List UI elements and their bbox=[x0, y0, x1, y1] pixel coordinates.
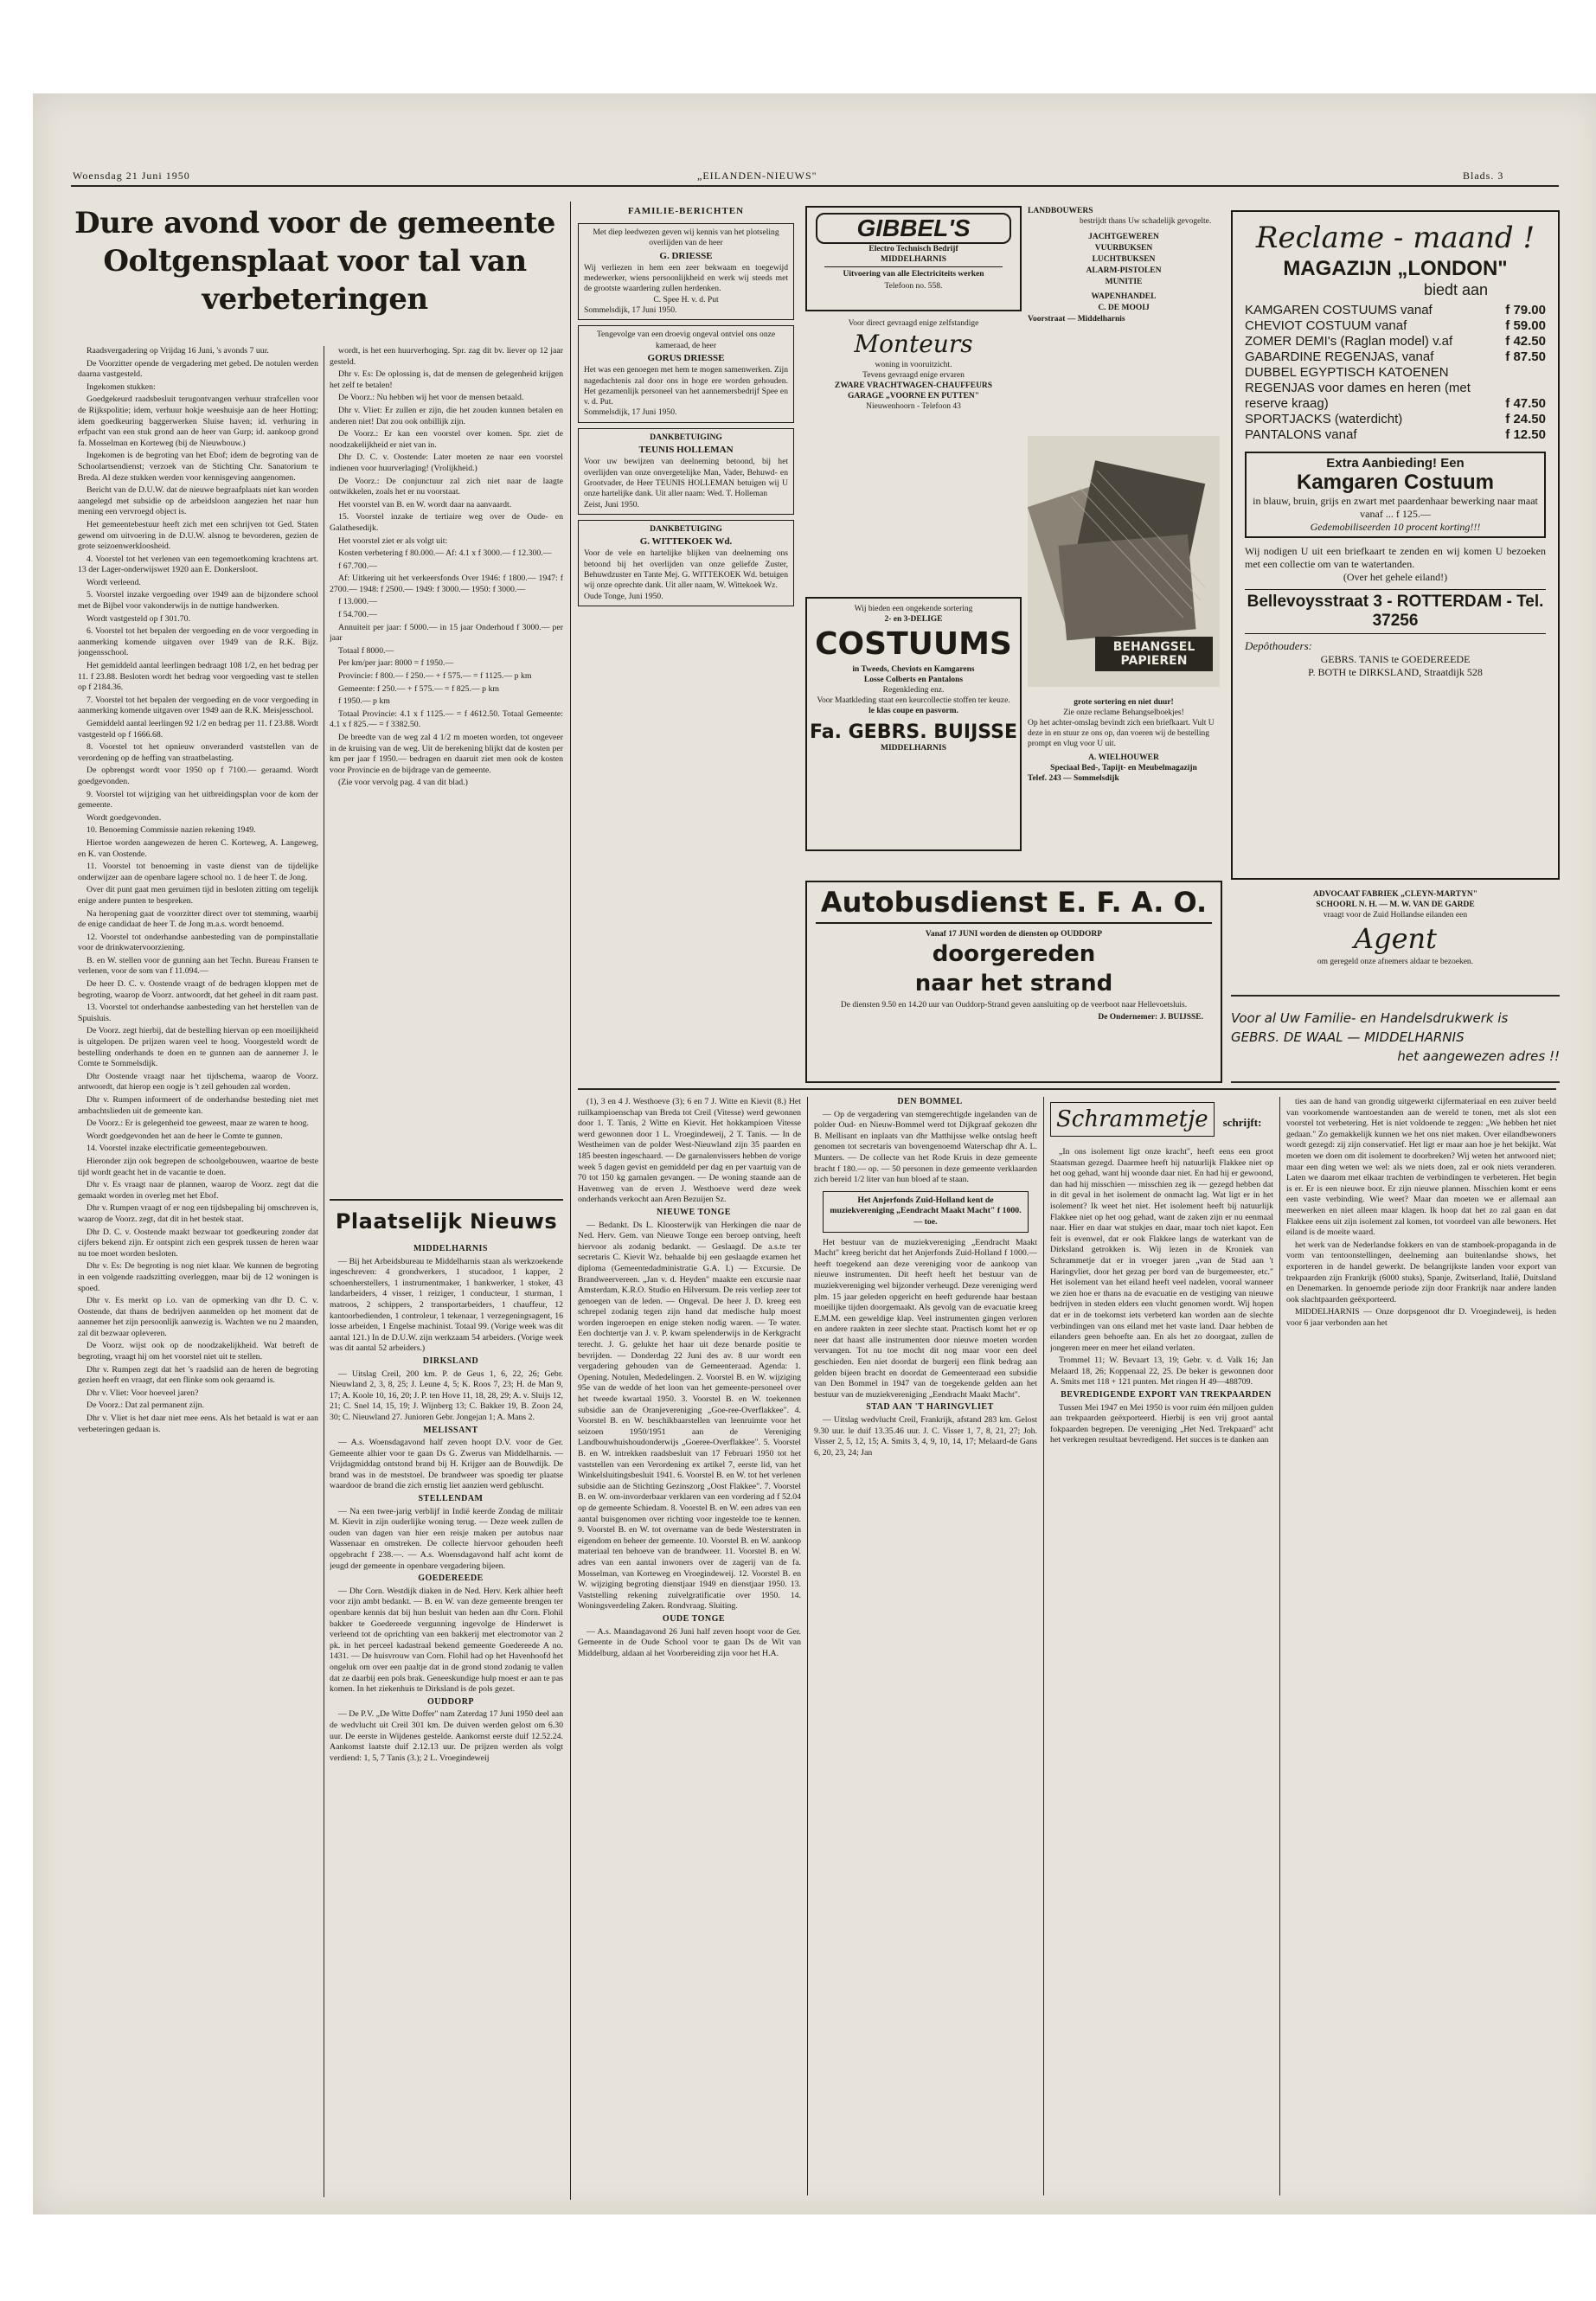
price-row bbox=[1245, 412, 1546, 427]
news-paragraph: — A.s. Maandagavond 26 Juni half zeven hoopt voor de Ger. Gemeente in de Oude School voor te gaan Ds de Wit van Middelburg, aldaan al het Voorbereiding zijn voor het H.A. bbox=[578, 1626, 801, 1658]
lead-article-column-1 bbox=[78, 346, 318, 2197]
ad-costuums bbox=[805, 597, 1022, 851]
ad-text: MIDDELHARNIS bbox=[880, 744, 946, 753]
ad-text: ADVOCAAT FABRIEK „CLEYN-MARTYN" bbox=[1312, 890, 1477, 899]
article-paragraph: Dhr v. Es merkt op i.o. van de opmerking van dhr D. C. v. Oostende, dat thans de bedrijven aanmelden op het moment dat de aannemer het zijn persoonlijk aanwezig is. Wachten we nu 2 maanden, zal dit bezwaar opleveren. bbox=[78, 1296, 318, 1338]
article-paragraph: Wordt vastgesteld op f 301.70. bbox=[87, 613, 191, 624]
article-paragraph: De Voorz.: De conjunctuur zal zich niet naar de laagte ontwikkelen, zoals het er nu voorstaat. bbox=[330, 476, 563, 497]
news-paragraph: Trommel 11; W. Bevaart 13, 19; Gebr. v. d. Valk 16; Jan Melaard 18, 26; Koppenaal 22, 25. De beker is gewonnen door A. Smits met 118 + 121 punten. Met ringen H 49—488709. bbox=[1050, 1356, 1273, 1388]
article-paragraph: Gemeente: f 250.— + f 575.— = f 825.— p km bbox=[338, 683, 500, 694]
column-paragraph: „In ons isolement ligt onze kracht", heeft eens een groot Staatsman gezegd. Daarmee heeft hij natuurlijk Flakkee niet op het oog gehad, want hij woonde daar niet. En had hij er gewoond, dan had hij misschien — misschien zeg ik — gezegd hebben dat in dit geval in het isolement de onmacht lag. Wat ligt er in het isolement? Ik weet het niet. Het isolement heeft bij natuurlijk Flakkee niet op het oog gehad, want de zaken zijn er nu eenmaal naar. Hier en daar wat stukjes en daar, maar toch niet kapot. Een feit is evenwel, dat er ook Flakkee langs de waterkant van de Dirksland getrokken is. Wij lezen in de Kroniek van Schrammetje dat er in vroeger jaren „van de Stad aan 't Haringvliet, door het gezag per bord van de burgemeester, etc." Het isolement van het eiland heeft veel nadelen, vooral wanneer we zien hoe er thans na de evacuatie en de vestiging van nieuwe bedrijven in steden elders een vlucht genomen wordt. Wij hopen dat er in de toekomst iets verbeterd kan worden aan de slechte verbindingen van ons eiland met het vaste land. Daar hebben de eilanders geen behoefte aan. En als het zo doorgaat, zullen de jongeren meer en meer het eiland verlaten. bbox=[1050, 1147, 1273, 1353]
local-news-column bbox=[330, 1244, 563, 2195]
ad-text: MIDDELHARNIS bbox=[880, 255, 946, 264]
efao-headline: Autobusdienst E. F. A. O. bbox=[816, 882, 1212, 924]
headline-line-1: Dure avond voor de gemeente bbox=[74, 206, 555, 240]
ad-text: Tevens gevraagd enige ervaren bbox=[862, 371, 965, 380]
ad-text: De diensten 9.50 en 14.20 uur van Ouddorp-Strand geven aansluiting op de veerboot naar Hellevoetsluis. bbox=[840, 1001, 1188, 1009]
local-news-paragraph: — Dhr Corn. Westdijk diaken in de Ned. Herv. Kerk alhier heeft voor zijn ambt bedankt. — B. en W. van deze gemeente brengen ter openbare kennis dat bij hun besluit van heden aan dhr Corn. Flohil bakker te Goedereede vergunning ingevolge de Hinderwet is verleend tot de oprichting van een bakkerij met electromotor van 2 pk. in het perceel kadastraal bekend gemeente Goedereede A no. 1431. — De huisvrouw van Corn. Flohil had op het Havenhoofd het ongeluk om over een paaltje dat in de grond stond zodanig te vallen dat ze daarbij een pols brak. Geneeskundige hulp moest er aan te pas komen. In het ziekenhuis te Dirksland is de pols gezet. bbox=[330, 1586, 563, 1695]
price-row bbox=[1245, 334, 1546, 349]
article-paragraph: De Voorzitter opende de vergadering met gebed. De notulen werden daarna vastgesteld. bbox=[78, 358, 318, 380]
article-paragraph: f 1950.— p km bbox=[338, 696, 390, 707]
ad-text: Voor Maatkleding staat een keurcollectie stoffen ter keuze. bbox=[817, 696, 1010, 705]
ad-text: JACHTGEWEREN bbox=[1088, 233, 1159, 241]
ad-text: le klas coupe en pasvorm. bbox=[869, 707, 958, 715]
ad-text: VUURBUKSEN bbox=[1094, 244, 1153, 253]
article-paragraph: f 67.700.— bbox=[338, 561, 377, 571]
ad-london bbox=[1231, 210, 1560, 880]
ad-agent bbox=[1231, 889, 1560, 967]
notice-name: GORUS DRIESSE bbox=[647, 352, 725, 363]
notice-signature: C. Spee H. v. d. Put bbox=[653, 294, 719, 304]
notice-place: Sommelsdijk, 17 Juni 1950. bbox=[584, 407, 677, 418]
article-paragraph: Wordt goedgevonden het aan de heer le Comte te gunnen. bbox=[87, 1131, 283, 1141]
ad-text: woning in vooruitzicht. bbox=[875, 361, 952, 369]
page-number: Blads. 3 bbox=[1463, 170, 1504, 182]
ad-text: Regenkleding enz. bbox=[882, 686, 945, 695]
family-notice bbox=[578, 520, 794, 606]
ad-text: LUCHTBUKSEN bbox=[1092, 255, 1156, 264]
notice-body: Wij verliezen in hem een zeer bekwaam en toegewijd medewerker, wiens persoonlijkheid en werk wij steeds met de grootste waardering zullen herdenken. bbox=[584, 262, 788, 294]
price-value: f 12.50 bbox=[1505, 427, 1546, 442]
news-paragraph: (1), 3 en 4 J. Westhoeve (3); 6 en 7 J. Witte en Kievit (8.) Het ruilkampioenschap van Breda tot Creil (Vitesse) werd gewonnen door 1. T. Tanis, 2 Witte en Kievit. Het hokkampioen Vitesse werd gewonnen door 1 L. Vroegindeweij, 2 T. Tanis. — In de Westheimen van de polder West-Nieuwland zijn 35 paarden en 185 beesten ingeschaard. — De garnalenvissers hebben de vorige week 5 dagen gevist en gemiddeld per dag en per vaartuig van de 70 tot 150 kg garnalen gevangen. — De woning staande aan de Havenweg van de erven J. Westhoeve werd deze week onderhands verkocht aan Aren Bezuijen Sz. bbox=[578, 1097, 801, 1205]
article-paragraph: Wordt goedgevonden. bbox=[87, 812, 162, 823]
reclame-maand-title: Reclame - maand ! bbox=[1255, 221, 1535, 255]
article-paragraph: Het gemeentebestuur heeft zich met een schrijven tot Ged. Staten gewend om uitvoering in de D.U.W. alsnog te bevorderen, gezien de grote seizoenwerkloosheid. bbox=[78, 519, 318, 552]
ad-text: Voor direct gevraagd enige zelfstandige bbox=[848, 319, 979, 328]
news-heading: STAD AAN 'T HARINGVLIET bbox=[866, 1402, 994, 1413]
ad-text: in Tweeds, Cheviots en Kamgarens bbox=[852, 665, 975, 674]
article-paragraph: Over dit punt gaat men geruimen tijd in besloten zitting om tegelijk enige andere punten te bespreken. bbox=[78, 885, 318, 906]
article-paragraph: Dhr v. Vliet: Voor hoeveel jaren? bbox=[87, 1388, 199, 1398]
ad-rule bbox=[1231, 1081, 1560, 1083]
news-heading: OUDE TONGE bbox=[662, 1613, 726, 1624]
price-row bbox=[1245, 303, 1546, 318]
article-paragraph: Totaal f 8000.— bbox=[338, 645, 394, 656]
news-paragraph: MIDDELHARNIS — Onze dorpsgenoot dhr D. Vroegindeweij, is heden voor 6 jaar verbonden aan het bbox=[1286, 1307, 1556, 1328]
magazijn-london: MAGAZIJN „LONDON" bbox=[1283, 257, 1508, 280]
article-paragraph: Dhr D. C. v. Oostende maakt bezwaar tot goedkeuring zonder dat cijfers bekend zijn. Er ontspint zich een gesprek tussen de heren waar nu toe moet worden besloten. bbox=[78, 1227, 318, 1259]
notice-intro: Met diep leedwezen geven wij kennis van het plotseling overlijden van de heer bbox=[593, 228, 779, 248]
anjerfonds-box: Het Anjerfonds Zuid-Holland kent de muziekvereniging „Eendracht Maakt Macht" f 1000.— toe. bbox=[823, 1191, 1029, 1233]
news-heading: DEN BOMMEL bbox=[897, 1097, 963, 1106]
notice-intro: DANKBETUIGING bbox=[650, 432, 722, 442]
ad-text: GEBRS. TANIS te GOEDEREEDE bbox=[1320, 653, 1471, 665]
ad-text: vraagt voor de Zuid Hollandse eilanden een bbox=[1323, 911, 1468, 920]
article-paragraph: Dhr v. Rumpen informeert of de onderhandse besteding niet met ambachtslieden uit de gemeente kan. bbox=[78, 1095, 318, 1116]
ad-text: Zie onze reclame Behangselboekjes! bbox=[1063, 708, 1184, 717]
price-value: f 59.00 bbox=[1505, 318, 1546, 333]
price-item: GABARDINE REGENJAS, vanaf bbox=[1245, 349, 1434, 364]
family-notice bbox=[578, 223, 794, 320]
local-news-paragraph: — De P.V. „De Witte Doffer" nam Zaterdag 17 Juni 1950 deel aan de wedvlucht uit Creil 301 km. De duiven werden gelost om 6.30 uur. De eerste in Wijdenes gestelde. Aankomst eerste duif 12.52.24. Aankomst laatste duif 2.12.13 uur. De prijzen werden als volgt verdiend: 1, 5, 7 Tanis (3.); 2 L. Vroegindeweij bbox=[330, 1709, 563, 1763]
article-paragraph: Dhr v. Rumpen zegt dat het 's raadslid aan de heren de begroting gezien heeft en vraagt, dat een flinke som ook geraamd is. bbox=[78, 1364, 318, 1386]
article-paragraph: De opbrengst wordt voor 1950 op f 7100.— geraamd. Wordt goedgevonden. bbox=[78, 766, 318, 786]
article-paragraph: De Voorz.: Dat zal permanent zijn. bbox=[87, 1400, 204, 1411]
ad-text: Bellevoysstraat 3 - ROTTERDAM - Tel. 37256 bbox=[1245, 589, 1546, 634]
article-paragraph: (Zie voor vervolg pag. 4 van dit blad.) bbox=[338, 778, 468, 788]
schrammetje-label: schrijft: bbox=[1222, 1116, 1262, 1130]
price-value: f 24.50 bbox=[1505, 412, 1546, 426]
article-paragraph: Dhr v. Rumpen vraagt of er nog een tijdsbepaling bij omschreven is, waarop de Voorz. zegt, dat dit in het bestek staat. bbox=[78, 1203, 318, 1224]
ad-title: LANDBOUWERS bbox=[1028, 207, 1093, 215]
article-paragraph: wordt, is het een huurverhoging. Spr. zag dit bv. liever op 12 jaar gesteld. bbox=[330, 346, 563, 367]
buijsse-brand: Fa. GEBRS. BUIJSSE bbox=[810, 721, 1017, 743]
ad-text: Gedemobiliseerden 10 procent korting!!! bbox=[1310, 521, 1481, 533]
article-paragraph: De Voorz. zegt hierbij, dat de bestelling hiervan op een moeilijkheid is uitgelopen. De prijzen waren veel te hoog. Voorgesteld wordt de bestelling onderhands te doen en te gunnen aan de aannemer J. le Comte te Sommelsdijk. bbox=[78, 1026, 318, 1069]
notice-name: G. DRIESSE bbox=[659, 250, 713, 261]
article-paragraph: Dhr D. C. v. Oostende: Later moeten ze naar een voorstel indienen voor huurverlaging! (Vrolijkheid.) bbox=[330, 452, 563, 473]
ad-de-waal bbox=[1231, 1009, 1560, 1066]
local-news-heading: OUDDORP bbox=[426, 1696, 475, 1707]
article-paragraph: Gemiddeld aantal leerlingen 92 1/2 en bedrag per 11. f 23.88. Wordt vastgesteld op f 1666.68. bbox=[78, 719, 318, 740]
price-item: ZOMER DEMI's (Raglan model) v.af bbox=[1245, 334, 1453, 349]
notice-place: Oude Tonge, Juni 1950. bbox=[584, 591, 663, 601]
ad-rule bbox=[1231, 995, 1560, 997]
article-paragraph: 14. Voorstel inzake electrificatie gemeentegebouwen. bbox=[87, 1144, 268, 1154]
ad-text: WAPENHANDEL bbox=[1091, 292, 1157, 301]
lead-headline bbox=[73, 204, 557, 318]
news-paragraph: het werk van de Nederlandse fokkers en van de stamboek-propaganda in de vorm van tentoonstellingen, deelneming aan buitenlandse shows, het exporteren in de handel gewerkt. De belangrijkste landen voor export van trekpaarden zijn Frankrijk (6000 stuks), Spanje, Zwitserland, Italië, Duitsland en Denemarken. In genoemde periode zijn door Frankrijk naar andere landen ook slachtpaarden geëxporteerd. bbox=[1286, 1240, 1556, 1304]
notice-intro: Tengevolge van een droevig ongeval ontviel ons onze kameraad, de heer bbox=[596, 330, 776, 350]
price-item: KAMGAREN COSTUUMS vanaf bbox=[1245, 303, 1433, 317]
ad-text: Voor al Uw Familie- en Handelsdrukwerk is bbox=[1231, 1010, 1509, 1026]
ad-gibbels bbox=[805, 206, 1022, 311]
news-heading: NIEUWE TONGE bbox=[657, 1207, 731, 1217]
bottom-column-1 bbox=[578, 1097, 801, 2195]
article-paragraph: Dhr v. Es: De begroting is nog niet klaar. We kunnen de begroting in een volgende raadszitting overleggen, maar bij de 12 woningen is spoed. bbox=[78, 1261, 318, 1293]
price-value: f 79.00 bbox=[1505, 303, 1546, 317]
headline-line-2: Ooltgensplaat voor tal van bbox=[103, 244, 527, 279]
article-paragraph: Dhr v. Es vraagt naar de plannen, waarop de Voorz. zegt dat die gemaakt worden in overleg met het Ebof. bbox=[78, 1180, 318, 1201]
column-rule bbox=[1043, 1097, 1044, 2195]
ad-text: Telef. 243 — Sommelsdijk bbox=[1028, 774, 1119, 783]
article-paragraph: B. en W. stellen voor de gunning aan het Techn. Bureau Fransen te verlenen, voor de som van f 11.094.— bbox=[78, 955, 318, 977]
article-paragraph: 12. Voorstel tot onderhandse aanbesteding van de pompinstallatie voor de drinkwatervoorziening. bbox=[78, 932, 318, 953]
notice-intro: DANKBETUIGING bbox=[650, 523, 722, 534]
ad-text: Nieuwenhoorn - Telefoon 43 bbox=[866, 402, 961, 411]
family-notice bbox=[578, 325, 794, 422]
news-paragraph: — Bedankt. Ds L. Kloosterwijk van Herkingen die naar de Ned. Herv. Gem. van Nieuwe Tonge een beroep ontving, heeft hiervoor als zodanig bedankt. — Geslaagd. De a.s.te ter secretaris C. Kievit Wz. behaalde bij een geslaagde examen het diploma (Gemeentedadministratie G.A. I.) — Excursie. De Brandweervereen. „Jan v. d. Heyden" maakte een excursie naar Amsterdam, K.R.O. Studio en Hilversum. De reis verliep zeer tot genoegen van de leden. — Ongeval. De heer J. D. kreeg een schrepel zodanig tegen zijn hand dat medische hulp moest worden ingeroepen en enige steken nodig waren. — Te water. Een dochtertje van J. v. P. kwam spelenderwijs in de Kerkgracht terecht. J. G. gelukte het haar uit deze benarde positie te bevrijden. — Donderdag 22 Juni des av. 8 uur wordt een vergadering gehouden van de Gemeenteraad. Agenda: 1. Opening. Notulen, Mededelingen. 2. Voorstel B. en W. wijziging 95e van de wedde of het loon van het gemeente-personeel over het tweede kwartaal 1950. 3. Voorstel B. en W. toekennen subsidie aan de Oranjevereniging „Goe-ree-Overflakkee". 4. Voorstel B. en W. beschikbaarstellen van leenruimte voor het seizoen 1950/1951 aan de Vereniging Landbouwhuishoudonderwijs „Goeree-Overflakkee". 5. Voorstel B. en W. intrekken raadsbesluit van 17 Februari 1950 tot het vaststellen van een Verordening ex artikel 7, eerste lid, van het Winkelsluitingsbesluit 1941. 6. Voorstel B. en W. tot het verlenen subsidie aan de Stichting Gezinszorg „Oost Flakkee". 7. Voorstel B. en W. om-invorderbaar verklaren van een vordering ad f 52.04 op de gemeente Schiedam. 8. Voorstel B. en W. een adres van een aantal buisgenomen over richting voor ingestelde toe te kennen. 9. Voorstel B. en W. tot overname van de bede Westerstraten in eigendom en beheer der gemeente. 10. Voorstel B. en W. aankoop materiaal ten behoeve van de brandweer. 11. Voorstel B. en W. adres van een aantal inwoners over de zagerij van de fa. Mosselman, van Korteweg en Vroegindeweij. 12. Voorstel B. en W. wijziging begroting dienstjaar 1949 en dienstjaar 1950. 13. Vaststelling rekening zuivelgratificatie over 1950. 14. Woningsverdeling Zaken. Rondvraag. Sluiting. bbox=[578, 1220, 801, 1612]
article-paragraph: Hiertoe worden aangewezen de heren C. Korteweg, A. Langeweg, en K. van Oostende. bbox=[78, 837, 318, 859]
ad-text: MUNITIE bbox=[1105, 278, 1143, 286]
bottom-column-4 bbox=[1286, 1097, 1556, 2195]
price-list bbox=[1245, 303, 1546, 443]
ad-text: Wij nodigen U uit een briefkaart te zenden en wij komen U bezoeken met een collectie om van te watertanden. bbox=[1245, 545, 1546, 570]
local-news-heading: MELISSANT bbox=[423, 1425, 478, 1435]
ad-text: naar het strand bbox=[914, 971, 1113, 997]
price-value: f 87.50 bbox=[1505, 349, 1546, 364]
local-news-title: Plaatselijk Nieuws bbox=[335, 1209, 558, 1234]
article-paragraph: Dhr v. Vliet: Er zullen er zijn, die het zouden kunnen betalen en anderen niet! Dat zou ook onbillijk zijn. bbox=[330, 405, 563, 426]
ad-text: Speciaal Bed-, Tapijt- en Meubelmagazijn bbox=[1050, 764, 1197, 772]
local-news-heading: GOEDEREEDE bbox=[418, 1574, 484, 1584]
column-rule bbox=[807, 1097, 808, 2195]
ad-text: Uitvoering van alle Electriciteits werken bbox=[824, 266, 1003, 279]
article-paragraph: Dhr v. Vliet is het daar niet mee eens. Als het betaald is wat er aan verbeteringen gedaan is. bbox=[78, 1413, 318, 1434]
article-paragraph: Het voorstel ziet er als volgt uit: bbox=[338, 535, 448, 546]
ad-text: GEBRS. DE WAAL — MIDDELHARNIS bbox=[1231, 1029, 1465, 1045]
ad-text: Kamgaren Costuum bbox=[1296, 471, 1495, 494]
column-rule bbox=[570, 202, 571, 2200]
ad-text: Vanaf 17 JUNI worden de diensten op OUDDORP bbox=[925, 930, 1103, 939]
newspaper-name: „EILANDEN-NIEUWS" bbox=[697, 170, 817, 182]
article-paragraph: 4. Voorstel tot het verlenen van een tegemoetkoming krachtens art. 13 der Lager-onderwijswet 1920 aan E. Donkersloot. bbox=[78, 554, 318, 575]
ad-text: SCHOORL N. H. — M. W. VAN DE GARDE bbox=[1316, 901, 1475, 909]
notice-name: TEUNIS HOLLEMAN bbox=[638, 445, 734, 456]
news-paragraph: — Op de vergadering van stemgerechtigde ingelanden van de polder Oud- en Nieuw-Bommel werd tot Dijkgraaf gekozen dhr B. Mellisant en inplaats van dhr Matthijsse welke ontslag heeft genomen tot secretaris van bovengenoemd Waterschap dhr A. L. Munters. — De collecte van het Rode Kruis in deze gemeente bracht f 180.— op. — 50 personen in deze gemeente verklaarden zich bereid 1/2 liter van hun bloed af te staan. bbox=[814, 1109, 1037, 1185]
ad-text: A. WIELHOUWER bbox=[1088, 753, 1159, 762]
article-paragraph: Goedgekeurd raadsbesluit terugontvangen verhuur strafcellen voor de Rijkspolitie; idem, verhuur hokje weeshuisje aan de heer Hotting; idem goedkeuring baggerwerken Sluise haven; id. verhuring in erfpacht van een stuk grond aan de heer van Gurp; id. aankoop grond fa. Mosselman en Korteweg (bij de Nieuwbouw.) bbox=[78, 394, 318, 448]
article-paragraph: f 54.700.— bbox=[338, 610, 377, 620]
article-paragraph: De heer D. C. v. Oostende vraagt of de bedragen kloppen met de begroting, waarop de Voorz. antwoordt, dat het geheel in dit raam past. bbox=[78, 979, 318, 1000]
news-paragraph: Tussen Mei 1947 en Mei 1950 is voor ruim één miljoen gulden aan trekpaarden geëxporteerd. Hierbij is een vrij groot aantal fokpaarden begrepen. De vereniging „Het Ned. Trekpaard" acht het verkregen resultaat bevredigend. Het succes is te danken aan bbox=[1050, 1402, 1273, 1445]
ad-text: Op het achter-omslag bevindt zich een briefkaart. Vult U deze in en stuur ze ons op, dan voeren wij de bestelling prompt en vlug voor U uit. bbox=[1028, 719, 1215, 748]
ad-text: (Over het gehele eiland!) bbox=[1343, 571, 1448, 583]
notice-place: Zeist, Juni 1950. bbox=[584, 499, 639, 510]
family-notices-title: FAMILIE-BERICHTEN bbox=[627, 206, 745, 216]
local-news-paragraph: — A.s. Woensdagavond half zeven hoopt D.V. voor de Ger. Gemeente alhier voor te gaan Ds G. Zwerus van Middelharnis. — Vrijdagmiddag ontstond brand bij H. Krijger aan de Bouwdijk. De brand was in de meststoel. De brandweer was spoedig ter plaatse waardoor de brand die zich ernstig liet aanzien werd gebluscht. bbox=[330, 1438, 563, 1491]
ad-text: Losse Colberts en Pantalons bbox=[863, 676, 964, 684]
gibbels-logo: GIBBEL'S bbox=[816, 213, 1011, 244]
price-item: DUBBEL EGYPTISCH KATOENEN REGENJAS voor dames en heren (met reserve kraag) bbox=[1245, 365, 1471, 411]
article-paragraph: Annuiteit per jaar: f 5000.— in 15 jaar Onderhoud f 3000.— per jaar bbox=[330, 622, 563, 644]
schrammetje-header bbox=[1050, 1102, 1273, 1142]
price-row bbox=[1245, 365, 1546, 412]
article-paragraph: Het voorstel van B. en W. wordt daar na aanvaardt. bbox=[338, 499, 512, 510]
article-paragraph: Dhr v. Es: De oplossing is, dat de mensen de gelegenheid krijgen het zelf te betalen! bbox=[330, 369, 563, 390]
article-paragraph: De breedte van de weg zal 4 1/2 m moeten worden, tot ongeveer in de kruising van de weg. Uit de berekening blijkt dat de kosten per km per jaar f 1950.— bedragen en daaruit ziet men ook de kosten voor Provincie en de bijdrage van de gemeente. bbox=[330, 733, 563, 775]
behangsel-sign: BEHANGSEL PAPIEREN bbox=[1095, 637, 1213, 671]
article-paragraph: Totaal Provincie: 4.1 x f 1125.— = f 4612.50. Totaal Gemeente: 4.1 x f 825.— = f 3382.50. bbox=[330, 708, 563, 730]
ad-text: om geregeld onze afnemers aldaar te bezoeken. bbox=[1317, 958, 1474, 966]
ad-text: Extra Aanbieding! Een bbox=[1326, 456, 1465, 471]
bottom-column-3 bbox=[1050, 1147, 1273, 2195]
notice-body: Voor uw bewijzen van deelneming betoond, bij het overlijden van onze onvergetelijke Man, Vader, Behuwd- en Grootvader, de Heer TEUNIS HOLLEMAN betuigen wij U onze hartelijke dank. Uit aller naam: Wed. T. Holleman bbox=[584, 457, 788, 499]
section-rule bbox=[578, 1088, 1556, 1090]
local-news-paragraph: — Uitslag Creil, 200 km. P. de Geus 1, 6, 22, 26; Gebr. Nieuwland 2, 3, 8, 25; J. Leune 4, 5; K. Roos 7, 23; H. de Man 9, 17; A. Koole 10, 16, 20; J. P. ten Hove 11, 18, 28, 29; A. v. Sluijs 12, 21; C. Snel 14, 15, 19; J. Wijnberg 13; C. Bakker 19, B. Zoon 24, 30; C. Nieuwland 27. Junioren Gebr. Jongejan 1; A. Mans 2. bbox=[330, 1368, 563, 1422]
article-paragraph: Per km/per jaar: 8000 = f 1950.— bbox=[338, 658, 454, 669]
article-paragraph: 15. Voorstel inzake de tertiaire weg over de Oude- en Galathesedijk. bbox=[330, 512, 563, 533]
ad-text: doorgereden bbox=[932, 941, 1096, 967]
local-news-heading: MIDDELHARNIS bbox=[413, 1244, 488, 1253]
price-row bbox=[1245, 318, 1546, 334]
local-news-paragraph: — Na een twee-jarig verblijf in Indië keerde Zondag de militair M. Kievit in zijn ouderlijke woning terug. — Deze week zullen de ouden van dagen van hier een reisje maken per autobus naar Wassenaar en omstreken. De collecte hiervoor gehouden heeft opgebracht f 238.—. — A.s. Woensdagavond half acht komt de jeugd der gemeente in openbare vergadering bijeen. bbox=[330, 1506, 563, 1571]
local-news-paragraph: — Bij het Arbeidsbureau te Middelharnis staan als werkzoekende ingeschreven: 4 grondwerkers, 1 stucadoor, 1 kapper, 2 schoenherstellers, 1 instrumentmaker, 1 bankwerker, 1 stoker, 43 landarbeiders, 4 visser, 1 reiziger, 1 conducteur, 1 sturman, 1 matroos, 2 schippers, 2 transportarbeiders, 1 chauffeur, 12 kantoorbedienden, 1 controleur, 1 tekenaar, 1 verzegeningsagent, 16 losse arbeiden, 1 Engelse machinist. Totaal 99. (Vorige week was dit aantal 121.) In de D.U.W. zijn werkzaam 54 arbeiders. (Vorige week was dit aantal 52 arbeiders.) bbox=[330, 1256, 563, 1354]
notice-body: Voor de vele en hartelijke blijken van deelneming ons betoond bij het overlijden van onze geliefde Zuster, Behuwdzuster en Tante Mej. G. WITTEKOEK Wd. betuigen wij onze oprechte dank. Uit aller naam, W. Wittekoek Wz. bbox=[584, 548, 788, 591]
ad-text: bestrijdt thans Uw schadelijk gevogelte. bbox=[1080, 217, 1212, 226]
ad-landbouwers bbox=[1028, 206, 1220, 324]
schrammetje-logo: Schrammetje bbox=[1050, 1102, 1215, 1137]
ad-text: 2- en 3-DELIGE bbox=[884, 615, 943, 624]
monteurs-headline: Monteurs bbox=[854, 330, 973, 358]
article-paragraph: De Voorz.: Nu hebben wij het voor de mensen betaald. bbox=[338, 393, 524, 403]
ad-wielhouwer bbox=[1028, 697, 1220, 784]
news-paragraph: — Uitslag wedvlucht Creil, Frankrijk, afstand 283 km. Gelost 9.30 uur. le duif 13.35.46 uur. J. C. Visser 1, 7, 8, 21, 27; Joh. Visser 2, 5, 12, 15; A. Smits 3, 4, 9, 10, 14, 17; Melaard-de Gans 6, 20, 23, 24; Jan bbox=[814, 1415, 1037, 1458]
article-paragraph: f 13.000.— bbox=[338, 597, 377, 607]
family-notice bbox=[578, 428, 794, 515]
price-row bbox=[1245, 349, 1546, 365]
article-paragraph: De Voorz.: Er kan een voorstel over komen. Spr. ziet de noodzakelijkheid er niet van in. bbox=[330, 429, 563, 450]
price-item: PANTALONS vanaf bbox=[1245, 427, 1357, 442]
price-item: CHEVIOT COSTUUM vanaf bbox=[1245, 318, 1407, 333]
issue-date: Woensdag 21 Juni 1950 bbox=[73, 170, 190, 182]
article-paragraph: Ingekomen stukken: bbox=[87, 381, 156, 392]
article-paragraph: Na heropening gaat de voorzitter direct over tot stemming, waarbij de enige candidaat de heer T. de Jong m.a.s. wordt benoemd. bbox=[78, 908, 318, 930]
news-heading: BEVREDIGENDE EXPORT VAN TREKPAARDEN bbox=[1061, 1390, 1272, 1400]
article-paragraph: Dhr Oostende vraagt naar het tijdschema, waarop de Voorz. antwoordt, dat hierop een oogje is 't zeil gehouden zal worden. bbox=[78, 1071, 318, 1093]
notice-body: Het was een genoegen met hem te mogen samenwerken. Zijn nagedachtenis zal door ons in hoge ere worden gehouden. Het gezamenlijk personeel van het aannemersbedrijf Spee en v. d. Put. bbox=[584, 365, 788, 407]
costuums-headline: COSTUUMS bbox=[815, 626, 1012, 662]
behangsel-illustration bbox=[1028, 436, 1220, 687]
ad-efao bbox=[805, 881, 1222, 1083]
local-news-heading: DIRKSLAND bbox=[422, 1356, 479, 1366]
article-paragraph: 11. Voorstel tot benoeming in vaste dienst van de tijdelijke onderwijzer aan de openbare lagere school no. 1 de heer T. de Jong. bbox=[78, 862, 318, 882]
ad-text: ZWARE VRACHTWAGEN-CHAUFFEURS bbox=[834, 381, 993, 390]
ad-text: C. DE MOOIJ bbox=[1098, 304, 1150, 312]
local-news-heading: STELLENDAM bbox=[418, 1494, 484, 1504]
article-paragraph: Raadsvergadering op Vrijdag 16 Juni, 's avonds 7 uur. bbox=[87, 346, 269, 356]
article-paragraph: Bericht van de D.U.W. dat de nieuwe begraafplaats niet kan worden aangelegd met subsidie op de arbeidsloon aangezien het naar hun mening een vervroegd object is. bbox=[78, 485, 318, 517]
headline-line-3: verbeteringen bbox=[202, 282, 428, 317]
price-item: SPORTJACKS (waterdicht) bbox=[1245, 412, 1403, 426]
masthead-rule bbox=[71, 185, 1559, 187]
ad-text: in blauw, bruin, grijs en zwart met paardenhaar bewerking naar maat vanaf ... f 125.— bbox=[1253, 495, 1538, 520]
ad-text: het aangewezen adres !! bbox=[1397, 1048, 1560, 1064]
ad-monteurs bbox=[807, 318, 1020, 412]
price-value: f 47.50 bbox=[1505, 396, 1546, 411]
article-paragraph: 9. Voorstel tot wijziging van het uitbreidingsplan voor de kom der gemeente. bbox=[78, 789, 318, 811]
article-paragraph: De Voorz.: Er is gelegenheid toe geweest, maar ze waren te hoog. bbox=[87, 1118, 309, 1129]
article-paragraph: 7. Voorstel tot het bepalen der vergoeding en de voor vergoeding in aanmerking komende uitgaven over 1949 aan de R.K. Meisjesschool. bbox=[78, 695, 318, 716]
article-paragraph: Ingekomen is de begroting van het Ebof; idem de begroting van de Schoolartsendienst; verzoek van de Stichting Chr. Sanatorium te Breda. Al deze stukken werden voor kennisgeving aangenomen. bbox=[78, 451, 318, 483]
column-rule bbox=[1279, 1097, 1280, 2195]
ad-text: P. BOTH te DIRKSLAND, Straatdijk 528 bbox=[1308, 666, 1483, 678]
article-paragraph: 13. Voorstel tot onderhandse aanbesteding van het herstellen van de Spuisluis. bbox=[78, 1003, 318, 1023]
article-paragraph: De Voorz. wijst ook op de noodzakelijkheid. Wat betreft de begroting, vraagt hij om het voorstel niet uit te stellen. bbox=[78, 1341, 318, 1362]
notice-name: G. WITTEKOEK Wd. bbox=[639, 536, 733, 548]
ad-text: grote sortering en niet duur! bbox=[1074, 698, 1174, 707]
article-paragraph: 8. Voorstel tot het opnieuw onveranderd vaststellen van de verordening op de heffing van straatbelasting. bbox=[78, 742, 318, 763]
ad-text: De Ondernemer: J. BUIJSSE. bbox=[1098, 1013, 1203, 1022]
article-paragraph: Wordt verleend. bbox=[87, 577, 141, 587]
article-paragraph: Af: Uitkering uit het verkeersfonds Over 1946: f 1800.— 1947: f 2700.— 1948: f 2500.— 1949: f 3000.— 1950: f 3000.— bbox=[330, 574, 563, 594]
extra-offer bbox=[1245, 452, 1546, 538]
article-paragraph: 6. Voorstel tot het bepalen der vergoeding en de voor vergoeding in aanmerking komende uitgaven over 1949 van de R.K. Bijz. jongensschool. bbox=[78, 626, 318, 658]
agent-headline: Agent bbox=[1354, 922, 1437, 955]
article-paragraph: Hieronder zijn ook begrepen de schoolgebouwen, waartoe de beste tijd wordt geacht het in de vacantie te doen. bbox=[78, 1156, 318, 1177]
ad-text: Depôthouders: bbox=[1245, 639, 1312, 652]
article-paragraph: Het gemiddeld aantal leerlingen bedraagt 108 1/2, en het bedrag per 11. f 23.88. Besloten wordt het bedrag voor vergoeding vast te stellen op f 2184.36. bbox=[78, 661, 318, 693]
article-paragraph: Kosten verbetering f 80.000.— Af: 4.1 x f 3000.— f 12.300.— bbox=[338, 548, 552, 559]
article-paragraph: Provincie: f 800.— f 250.— + f 575.— = f 1125.— p km bbox=[338, 671, 532, 682]
notice-place: Sommelsdijk, 17 Juni 1950. bbox=[584, 305, 677, 316]
newspaper-page bbox=[33, 93, 1596, 2214]
column-paragraph: ties aan de hand van grondig uitgewerkt cijfermateriaal en een zuiver beeld van voorkomende wantoestanden aan de wereld te tonen, met als slot een voorstel tot verbetering. Het is niet voldoende te zeggen: „We hebben het niet gedaan." Zo gemakkelijk kunnen we het ons niet maken. Over eilandbewoners wordt gezegd: zij zijn conservatief. Het ligt er maar aan hoe je het bekijkt. Wat moeten we doen om dit isolement te doorbreken? Wij weten het antwoord niet; maar een ding weten we wel: als we niets doen, zal er ook niets veranderen. Laten we daarom met elkaar trachten de verbindingen te verbeteren. Het begin is er. Er is een nieuwe boot. Er zijn nieuwe plannen. Misschien komt er eens een vaste verbinding. Wie weet? Maar dan moeten we er allemaal aan meewerken en niet alleen maar klagen. Ik hoop dat het zo zal gaan en dat Flakkee eens uit zijn isolement zal komen, tot voordeel van alle bewoners. Het eiland is de moeite waard. bbox=[1286, 1097, 1556, 1238]
ad-text: Electro Technisch Bedrijf bbox=[869, 245, 958, 253]
section-rule bbox=[330, 1199, 563, 1201]
family-notices bbox=[578, 220, 794, 1093]
article-paragraph: 5. Voorstel inzake vergoeding over 1949 aan de bijzondere school met de Bijbel voor vakonderwijs in de nuttige handwerken. bbox=[78, 590, 318, 612]
ad-text: Wij bieden een ongekende sortering bbox=[854, 605, 973, 613]
article-paragraph: 10. Benoeming Commissie nazien rekening 1949. bbox=[87, 825, 256, 836]
news-paragraph: Het bestuur van de muziekvereniging „Eendracht Maakt Macht" kreeg bericht dat het Anjerfonds Zuid-Holland f 1000.— heeft toegekend aan deze vereniging voor de aankoop van nieuwe instrumenten. Dit heeft heeft het bestuur van de muziekvereniging wel bijzonder verheugd. Deze vereniging werd plm. 15 jaar geleden opgericht en heeft gedurende haar bestaan moeilijke tijden doorgemaakt. Als gevolg van de evacuatie kreeg E.M.M. een geweldige klap. Veel instrumenten gingen verloren en andere raakten in zeer slechte staat. Practisch komt het er op neer dat haast alle instrumenten door nieuwe moeten worden vervangen. Tot nu toe mocht dit nog maar voor een deel geschieden. Een niet doordat de burgerij een flink bedrag aan gelden bijeen bracht en doordat de Gemeenteraad een subsidie van Den Bommel in 1947 van de toegekende gelden aan het bestuur van de muziekvereniging „Eendracht Maakt Macht". bbox=[814, 1237, 1037, 1400]
ad-text: biedt aan bbox=[1423, 281, 1489, 298]
price-row bbox=[1245, 427, 1546, 443]
ad-text: GARAGE „VOORNE EN PUTTEN" bbox=[847, 392, 980, 401]
ad-text: Voorstraat — Middelharnis bbox=[1028, 315, 1125, 324]
ad-text: Telefoon no. 558. bbox=[884, 282, 943, 291]
bottom-column-2 bbox=[814, 1097, 1037, 2195]
price-value: f 42.50 bbox=[1505, 334, 1546, 349]
ad-text: ALARM-PISTOLEN bbox=[1086, 266, 1162, 275]
